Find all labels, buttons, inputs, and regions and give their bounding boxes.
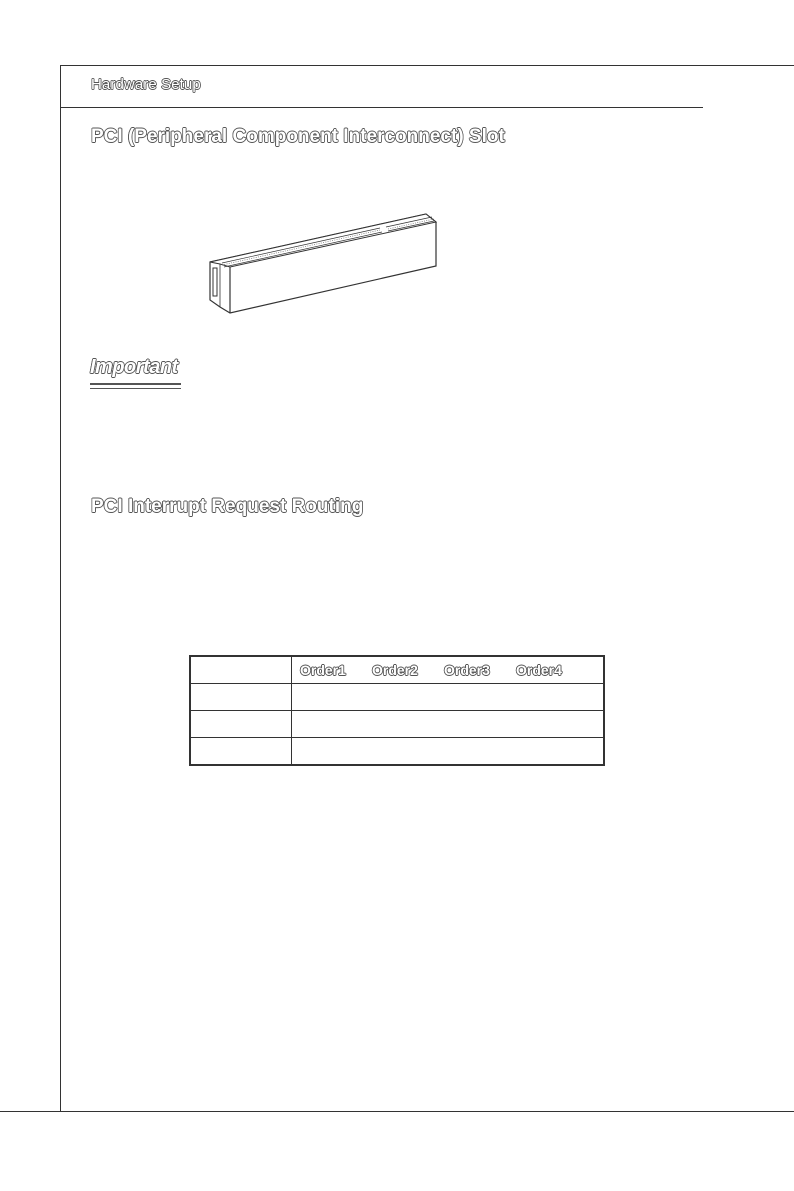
page-frame-left	[60, 65, 61, 1112]
important-underline	[90, 383, 181, 385]
important-underline-thin	[90, 388, 181, 389]
pci-slot-heading: PCI (Peripheral Component Interconnect) Slot	[91, 126, 505, 147]
table-row	[190, 711, 604, 738]
column-header: Order1	[300, 662, 346, 678]
table-header-orders	[292, 656, 605, 684]
irq-routing-table	[189, 655, 605, 766]
important-label: Important	[90, 356, 178, 378]
running-head: Hardware Setup	[91, 76, 201, 93]
table-cell	[292, 684, 605, 711]
header-rule	[60, 107, 703, 108]
table-row	[190, 684, 604, 711]
table-cell	[292, 711, 605, 738]
table-cell	[190, 711, 292, 738]
page-frame-bottom	[0, 1111, 794, 1112]
important-note-label	[90, 356, 178, 379]
column-header: Order4	[516, 662, 562, 678]
page-frame-top	[60, 65, 794, 66]
irq-routing-heading: PCI Interrupt Request Routing	[91, 496, 364, 517]
table-cell	[292, 738, 605, 766]
table-cell	[190, 738, 292, 766]
table-header-row	[190, 656, 604, 684]
column-header: Order3	[444, 662, 490, 678]
column-header: Order2	[372, 662, 418, 678]
pci-slot-illustration	[200, 200, 450, 325]
table-cell	[190, 684, 292, 711]
table-cell	[190, 656, 292, 684]
table-row	[190, 738, 604, 766]
